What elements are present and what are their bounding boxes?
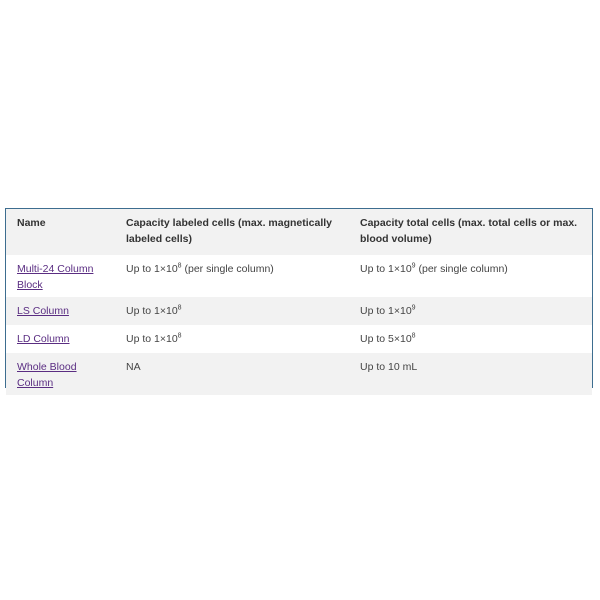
table-header-row: [6, 209, 592, 255]
labeled-base: NA: [126, 361, 141, 373]
cell-labeled-capacity: [115, 297, 349, 325]
cell-name: [6, 297, 115, 325]
cell-total-capacity: [349, 297, 592, 325]
link-ld-column[interactable]: LD Column: [17, 333, 70, 345]
table-row: [6, 353, 592, 395]
labeled-base: Up to 1×10: [126, 305, 178, 317]
cell-labeled-capacity: [115, 325, 349, 353]
total-base: Up to 10 mL: [360, 361, 418, 373]
labeled-base: Up to 1×10: [126, 333, 178, 345]
column-capacity-table: [5, 208, 593, 388]
capacity-table: [6, 209, 592, 395]
link-whole-blood-column[interactable]: Whole Blood Column: [17, 361, 77, 389]
labeled-exponent: 8: [177, 304, 182, 312]
cell-labeled-capacity: [115, 255, 349, 297]
link-ls-column[interactable]: LS Column: [17, 305, 69, 317]
table-row: [6, 297, 592, 325]
labeled-base: Up to 1×10: [126, 263, 178, 275]
total-base: Up to 5×10: [360, 333, 412, 345]
header-capacity-total: Capacity total cells (max. total cells or max. blood volume): [360, 217, 578, 245]
labeled-exponent: 8: [177, 262, 182, 270]
total-exponent: 9: [411, 262, 416, 270]
cell-total-capacity: [349, 353, 592, 395]
cell-name: [6, 325, 115, 353]
labeled-suffix: (per single column): [181, 263, 274, 275]
cell-total-capacity: [349, 325, 592, 353]
link-multi-24-column-block[interactable]: Multi-24 Column Block: [17, 263, 94, 291]
total-exponent: 8: [411, 332, 416, 340]
header-capacity-labeled: Capacity labeled cells (max. magnetically labeled cells): [126, 217, 333, 245]
total-base: Up to 1×10: [360, 305, 412, 317]
table-row: [6, 325, 592, 353]
cell-labeled-capacity: [115, 353, 349, 395]
cell-name: [6, 255, 115, 297]
cell-total-capacity: [349, 255, 592, 297]
cell-name: [6, 353, 115, 395]
header-name: Name: [17, 217, 46, 229]
total-base: Up to 1×10: [360, 263, 412, 275]
total-suffix: (per single column): [415, 263, 508, 275]
labeled-exponent: 8: [177, 332, 182, 340]
table-row: [6, 255, 592, 297]
total-exponent: 9: [411, 304, 416, 312]
